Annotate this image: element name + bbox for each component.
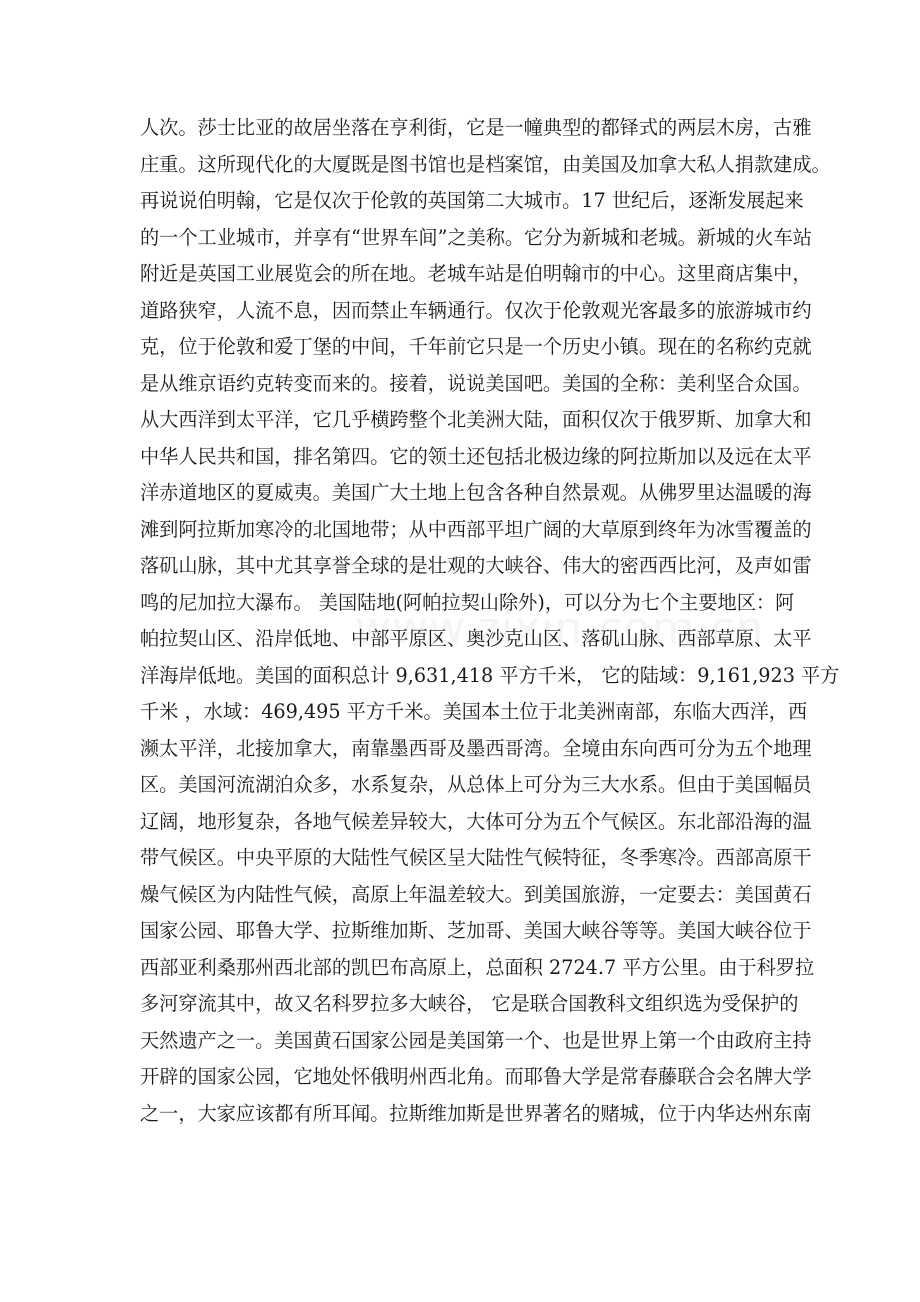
text-line: 滩到阿拉斯加寒冷的北国地带；从中西部平坦广阔的大草原到终年为冰雪覆盖的 bbox=[140, 517, 812, 541]
text-line: 再说说伯明翰，它是仅次于伦敦的英国第二大城市。17 世纪后，逐渐发展起来 bbox=[140, 189, 804, 212]
text-line: 人次。莎士比亚的故居坐落在亨利街，它是一幢典型的都铎式的两层木房，古雅 bbox=[140, 116, 812, 139]
text-line: 鸣的尼加拉大瀑布。 美国陆地(阿帕拉契山除外)，可以分为七个主要地区：阿 bbox=[140, 590, 795, 614]
text-line: 之一，大家应该都有所耳闻。拉斯维加斯是世界著名的赌城，位于内华达州东南 bbox=[140, 1101, 812, 1125]
text-line: 洋海岸低地。美国的面积总计 9,631,418 平方千米， 它的陆域：9,161,923 平方 bbox=[140, 663, 840, 687]
text-line: 庄重。这所现代化的大厦既是图书馆也是档案馆，由美国及加拿大私人捐款建成。 bbox=[140, 152, 831, 176]
text-line: 是从维京语约克转变而来的。接着，说说美国吧。美国的全称：美利坚合众国。 bbox=[140, 371, 812, 395]
text-line: 辽阔，地形复杂，各地气候差异较大，大体可分为五个气候区。东北部沿海的温 bbox=[140, 809, 812, 833]
text-line: 区。美国河流湖泊众多，水系复杂，从总体上可分为三大水系。但由于美国幅员 bbox=[140, 773, 812, 796]
text-line: 落矶山脉，其中尤其享誉全球的是壮观的大峡谷、伟大的密西西比河，及声如雷 bbox=[140, 554, 812, 577]
text-line: 千米 ，水域：469,495 平方千米。美国本土位于北美洲南部，东临大西洋，西 bbox=[140, 700, 808, 723]
text-line: 洋赤道地区的夏威夷。美国广大土地上包含各种自然景观。从佛罗里达温暖的海 bbox=[140, 481, 812, 504]
text-line: 中华人民共和国，排名第四。它的领土还包括北极边缘的阿拉斯加以及远在太平 bbox=[140, 444, 812, 468]
text-line: 克，位于伦敦和爱丁堡的中间，千年前它只是一个历史小镇。现在的名称约克就 bbox=[140, 335, 812, 358]
text-line: 从大西洋到太平洋，它几乎横跨整个北美洲大陆，面积仅次于俄罗斯、加拿大和 bbox=[140, 408, 812, 431]
text-line: 道路狭窄，人流不息，因而禁止车辆通行。仅次于伦敦观光客最多的旅游城市约 bbox=[140, 298, 812, 322]
text-line: 附近是英国工业展览会的所在地。老城车站是伯明翰市的中心。这里商店集中， bbox=[140, 262, 812, 285]
text-line: 带气候区。中央平原的大陆性气候区呈大陆性气候特征，冬季寒冷。西部高原干 bbox=[140, 846, 812, 869]
text-line: 燥气候区为内陆性气候，高原上年温差较大。到美国旅游，一定要去：美国黄石 bbox=[140, 882, 812, 906]
text-line: 的一个工业城市，并享有“世界车间”之美称。它分为新城和老城。新城的火车站 bbox=[140, 225, 812, 249]
text-line: 开辟的国家公园，它地处怀俄明州西北角。而耶鲁大学是常春藤联合会名牌大学 bbox=[140, 1065, 812, 1088]
text-line: 西部亚利桑那州西北部的凯巴布高原上，总面积 2724.7 平方公里。由于科罗拉 bbox=[140, 955, 815, 979]
text-line: 帕拉契山区、沿岸低地、中部平原区、奥沙克山区、落矶山脉、西部草原、太平 bbox=[140, 627, 812, 650]
text-line: 天然遗产之一。美国黄石国家公园是美国第一个、也是世界上第一个由政府主持 bbox=[140, 1028, 812, 1052]
text-line: 多河穿流其中，故又名科罗拉多大峡谷， 它是联合国教科文组织选为受保护的 bbox=[140, 992, 799, 1015]
text-line: 濒太平洋，北接加拿大，南靠墨西哥及墨西哥湾。全境由东向西可分为五个地理 bbox=[140, 736, 812, 760]
body-text bbox=[140, 110, 840, 1132]
text-line: 国家公园、耶鲁大学、拉斯维加斯、芝加哥、美国大峡谷等等。美国大峡谷位于 bbox=[140, 919, 812, 942]
